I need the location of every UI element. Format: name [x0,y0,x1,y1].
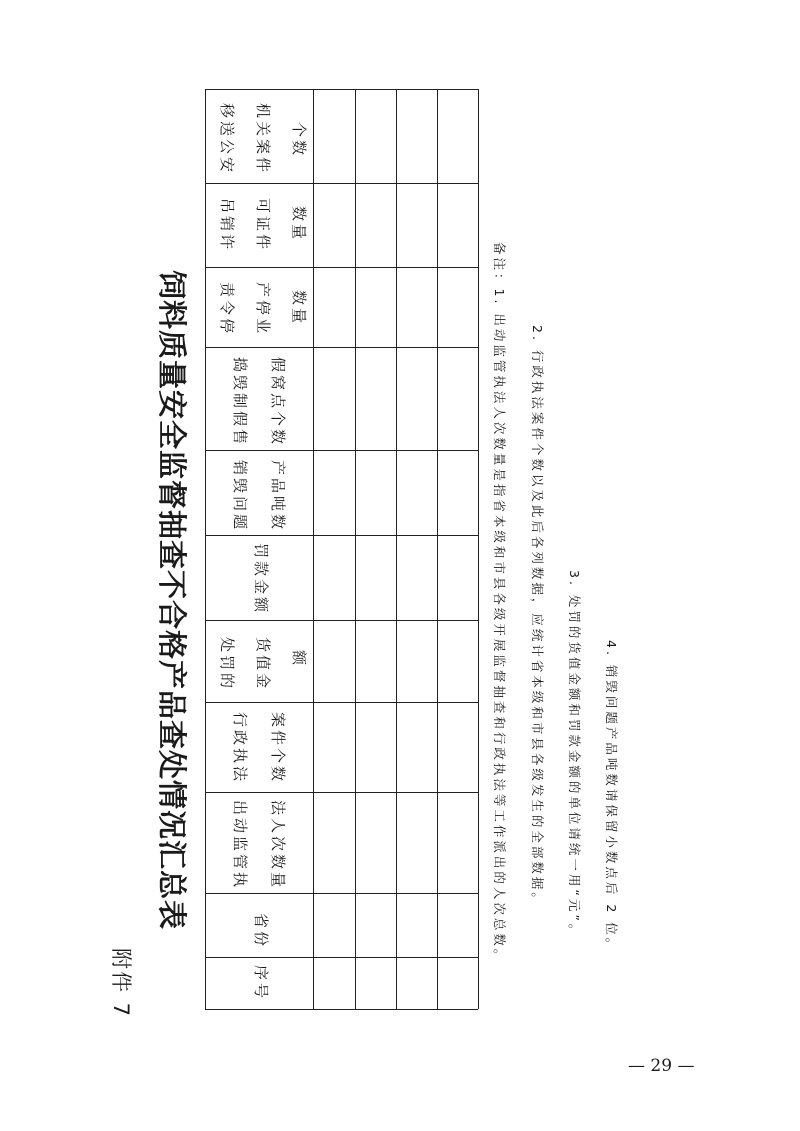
header-dens-line2: 假窝点个数 [269,357,287,448]
table-row[interactable] [313,89,355,1009]
table-row[interactable] [437,89,478,1009]
header-province: 省份 [252,913,270,950]
header-dens-line1: 捣毁制假售 [231,357,249,448]
table-row[interactable] [355,89,396,1009]
header-suspended-line1: 责令停 [218,282,236,337]
table-border-left [205,89,206,1009]
note-4: 4. 销毁问题产品吨数请保留小数点后 2 位。 [604,640,619,954]
header-goods-value-line3: 额 [290,650,308,669]
header-cases-line1: 行政执法 [231,712,249,785]
note-2: 2. 行政执法案件个数以及此后各列数据，应统计省本级和市县各级发生的全部数据。 [530,325,545,908]
header-transferred-line1: 移送公安 [218,103,236,176]
header-transferred-line2: 机关案件 [254,103,272,176]
header-seq: 序号 [252,965,270,1002]
header-destroyed-tons-line2: 产品吨数 [269,460,287,533]
header-transferred-line3: 个数 [290,122,308,159]
header-inspectors-line1: 出动监管执 [231,800,249,891]
header-destroyed-tons-line1: 销毁问题 [231,460,249,533]
note-1: 备注：1. 出动监管执法人次数量是指省本级和市县各级开展监督抽查和行政执法等工作派出的人次总数。 [492,242,507,965]
page-number: — 29 — [628,1056,695,1076]
table-border-right [478,89,479,1009]
header-goods-value-line1: 处罚的 [218,637,236,692]
table-row[interactable] [396,89,437,1009]
header-revoked-line1: 吊销许 [218,198,236,253]
page-title: 饲料质量安全监督抽查不合格产品查处情况汇总表 [155,270,189,931]
header-cases-line2: 案件个数 [269,712,287,785]
note-3: 3. 处罚的货值金额和罚款金额的单位请统一用“元”。 [567,570,582,940]
header-suspended-line2: 产停业 [254,282,272,337]
header-fine: 罚款金额 [252,543,270,616]
header-inspectors-line2: 法人次数量 [269,800,287,891]
header-revoked-line3: 数量 [290,206,308,243]
header-suspended-line3: 数量 [290,290,308,327]
table-border-bottom [205,1009,478,1010]
header-goods-value-line2: 货值金 [254,637,272,692]
header-revoked-line2: 可证件 [254,198,272,253]
attachment-label: 附件 7 [109,948,133,1019]
